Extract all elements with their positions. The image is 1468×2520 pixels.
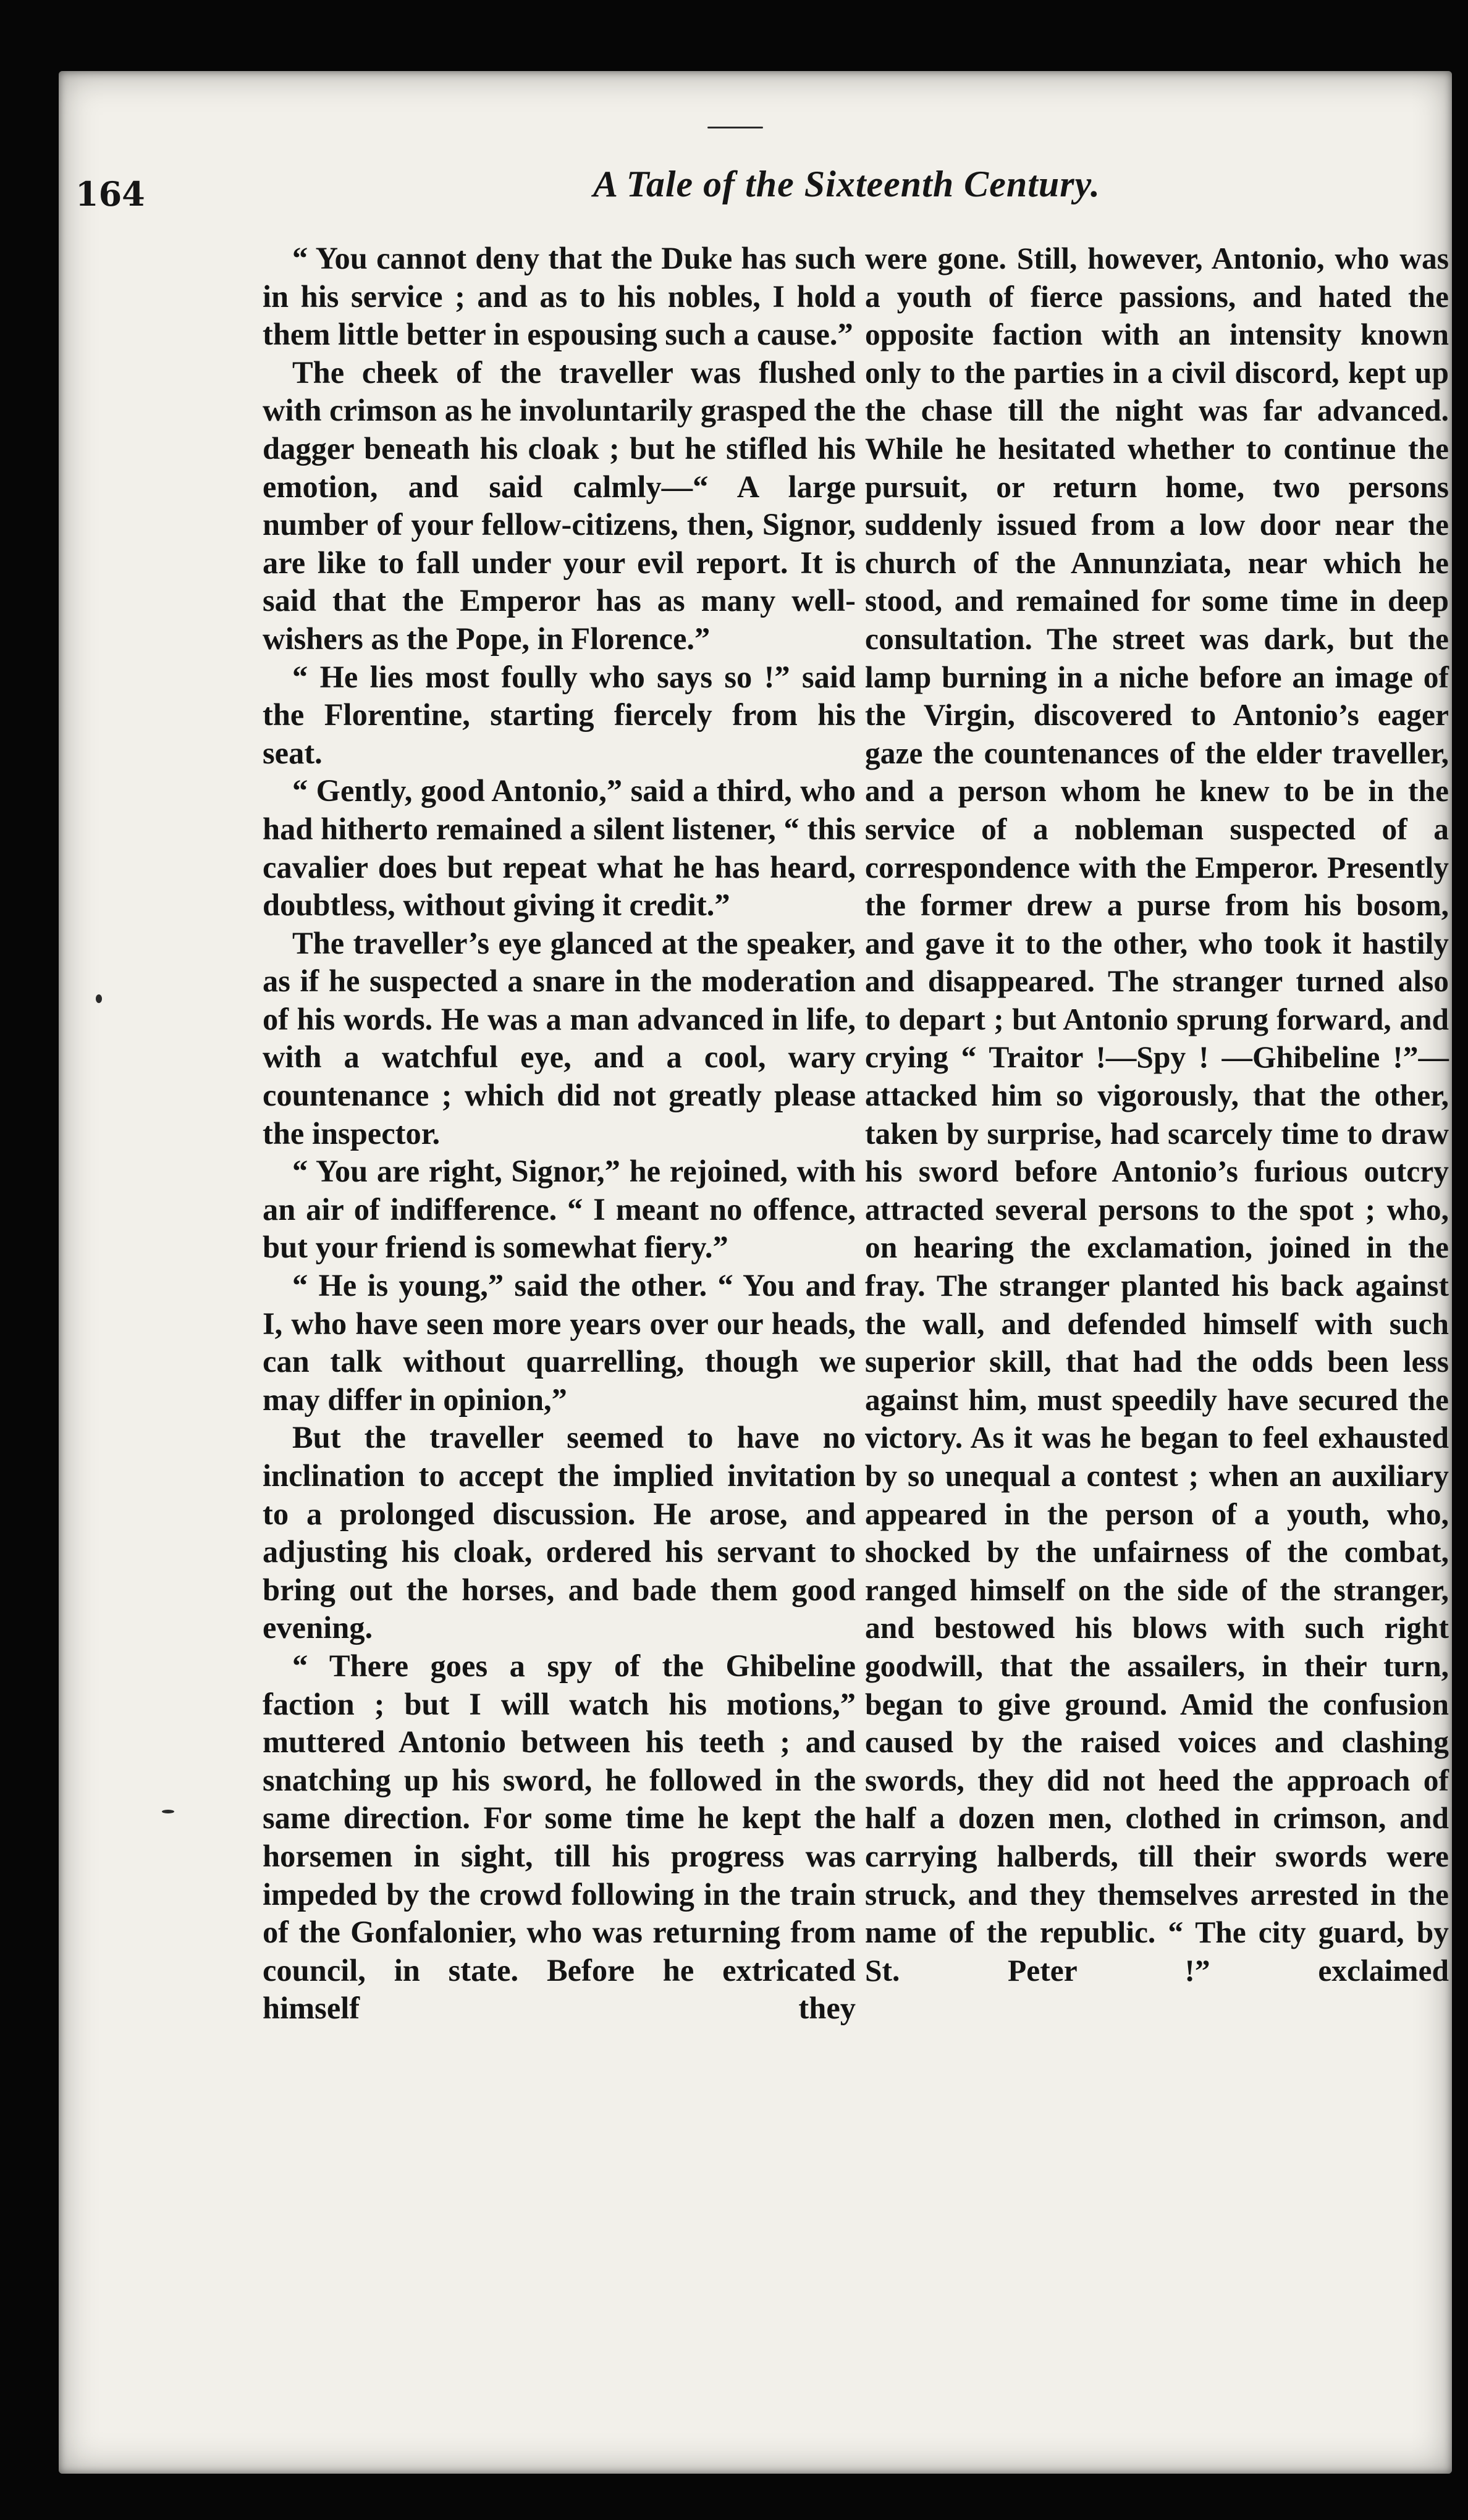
paragraph: “ There goes a spy of the Ghibeline faction ; but I will watch his motions,” muttered Antonio between his teeth ; and snatching up his sword, he followed in the same direction. For some time he kept the horsemen in sight, till his progress was impeded by the crowd following in the train of the Gonfalonier, who was returning from council, in state. Before he extricated himself they xyxy=(263,1648,856,2026)
paragraph: The traveller’s eye glanced at the speaker, as if he suspected a snare in the moderation of his words. He was a man advanced in life, with a watchful eye, and a cool, wary countenance ; which did not greatly please the inspector. xyxy=(263,925,856,1151)
paragraph: “ He lies most foully who says so !” said the Florentine, starting fiercely from his seat. xyxy=(263,659,856,770)
paragraph: But the traveller seemed to have no inclination to accept the implied invitation to a prolonged discussion. He arose, and adjusting his cloak, ordered his servant to bring out the horses, and bade them good evening. xyxy=(263,1420,856,1645)
paragraph: The cheek of the traveller was flushed with crimson as he involuntarily grasped the dagger beneath his cloak ; but he stifled his emotion, and said calmly—“ A large number of your fellow-citizens, then, Signor, are like to fall under your evil report. It is said that the Emperor has as many well-wishers as the Pope, in Florence.” xyxy=(263,355,856,656)
paragraph: “ Gently, good Antonio,” said a third, who had hitherto remained a silent listener, “ this cavalier does but repeat what he has heard, doubtless, without giving it credit.” xyxy=(263,773,856,923)
left-column xyxy=(263,240,856,2028)
paragraph: “ You are right, Signor,” he rejoined, with an air of indifference. “ I meant no offence, but your friend is somewhat fiery.” xyxy=(263,1154,856,1265)
ink-speck xyxy=(96,994,102,1003)
paragraph: “ You cannot deny that the Duke has such in his service ; and as to his nobles, I hold them little better in espousing such a cause.” xyxy=(263,241,856,352)
ink-speck xyxy=(707,127,763,128)
paragraph: “ He is young,” said the other. “ You and I, who have seen more years over our heads, can talk without quarrelling, though we may differ in opinion,” xyxy=(263,1268,856,1417)
paragraph: were gone. Still, however, Antonio, who was a youth of fierce passions, and hated the opposite faction with an intensity known only to the parties in a civil discord, kept up the chase till the night was far advanced. While he hesitated whether to continue the pursuit, or return home, two persons suddenly issued from a low door near the church of the Annunziata, near which he stood, and remained for some time in deep consultation. The street was dark, but the lamp burning in a niche before an image of the Virgin, discovered to Antonio’s eager gaze the countenances of the elder traveller, and a person whom he knew to be in the service of a nobleman suspected of a correspondence with the Emperor. Presently the former drew a purse from his bosom, and gave it to the other, who took it hastily and disappeared. The stranger turned also to depart ; but Antonio sprung forward, and crying “ Traitor !—Spy ! —Ghibeline !”—attacked him so vigorously, that the other, taken by surprise, had scarcely time to draw his sword before Antonio’s furious outcry attracted several persons to the spot ; who, on hearing the exclamation, joined in the fray. The stranger planted his back against the wall, and defended himself with such superior skill, that had the odds been less against him, must speedily have secured the victory. As it was he began to feel exhausted by so unequal a contest ; when an auxiliary appeared in the person of a youth, who, shocked by the unfairness of the combat, ranged himself on the side of the stranger, and bestowed his blows with such right goodwill, that the assailers, in their turn, began to give ground. Amid the confusion caused by the raised voices and clashing swords, they did not heed the approach of half a dozen men, clothed in crimson, and carrying halberds, till their swords were struck, and they themselves arrested in the name of the republic. “ The city guard, by St. Peter !” exclaimed xyxy=(865,242,1449,1988)
running-title: A Tale of the Sixteenth Century. xyxy=(593,164,1100,204)
ink-speck xyxy=(162,1810,174,1813)
page-number: 164 xyxy=(75,174,145,214)
right-column xyxy=(865,240,1449,1989)
